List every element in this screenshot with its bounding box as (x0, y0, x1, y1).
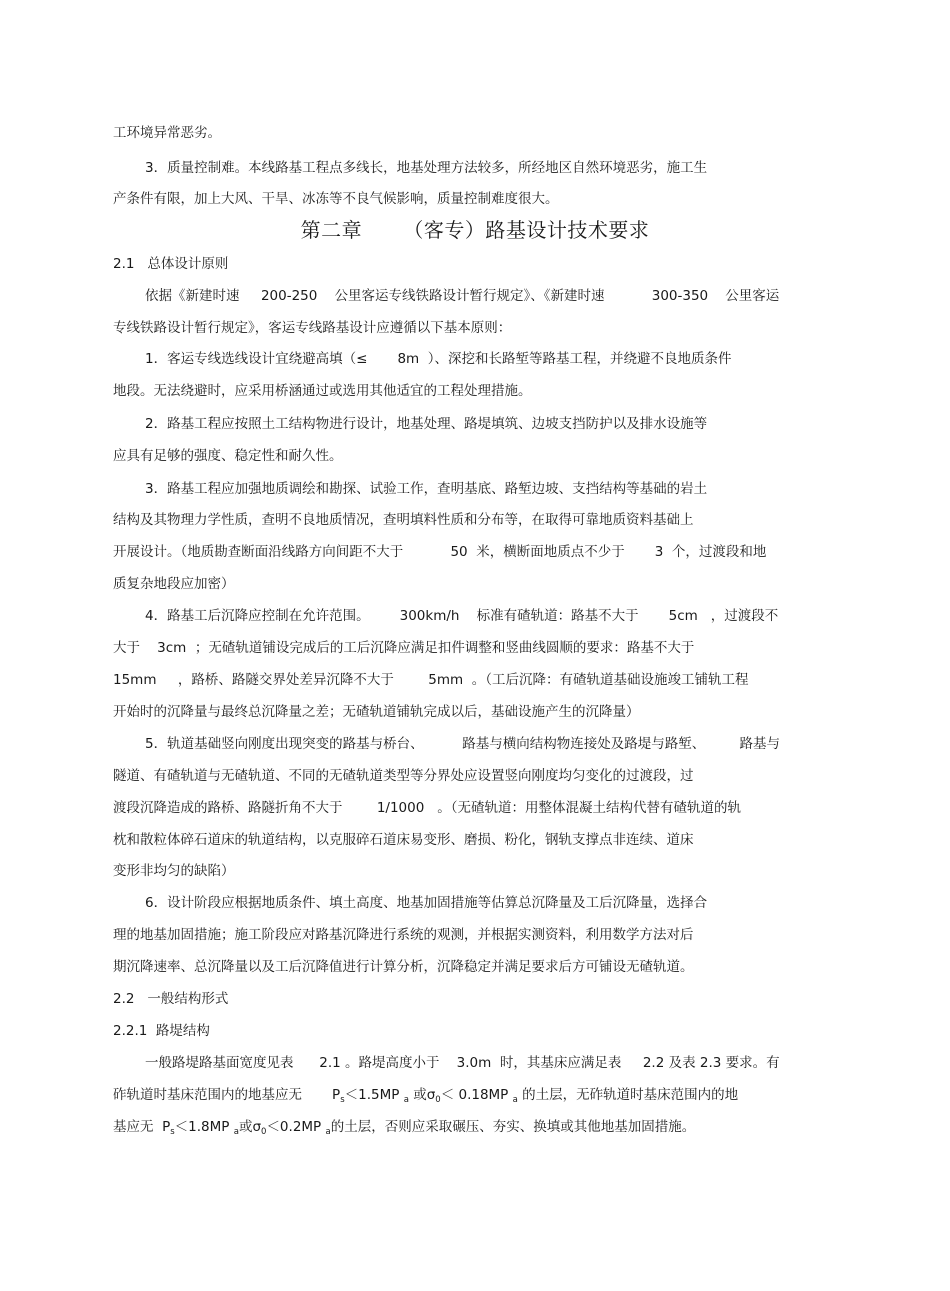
text-line-with-subscripts (113, 1117, 843, 1139)
text-line: 应具有足够的强度、稳定性和耐久性。 (113, 448, 343, 464)
text-line: 期沉降速率、总沉降量以及工后沉降值进行计算分析，沉降稳定并满足要求后方可铺设无碴轨道。 (113, 959, 694, 975)
text-line: 5．轨道基础竖向刚度出现突变的路基与桥台、 路基与横向结构物连接处及路堤与路堑、 路基与 (145, 736, 781, 752)
text-line: 产条件有限，加上大风、干旱、冰冻等不良气候影响，质量控制难度很大。 (113, 191, 559, 207)
section-heading: 2.1 总体设计原则 (113, 256, 229, 272)
text-line: 理的地基加固措施；施工阶段应对路基沉降进行系统的观测，并根据实测资料，利用数学方法对后 (113, 927, 694, 943)
text-fragment: ＜ 0.18MP (440, 1087, 513, 1103)
text-line: 1．客运专线选线设计宜绕避高填（≤ 8m ）、深挖和长路堑等路基工程，并绕避不良地质条件 (145, 351, 732, 367)
text-fragment: ＜1.8MP (174, 1119, 234, 1135)
text-line: 6．设计阶段应根据地质条件、填土高度、地基加固措施等估算总沉降量及工后沉降量，选择合 (145, 895, 708, 911)
text-fragment: 或σ (238, 1119, 262, 1135)
text-line: 专线铁路设计暂行规定》，客运专线路基设计应遵循以下基本原则： (113, 320, 512, 336)
text-line: 依据《新建时速 200-250 公里客运专线铁路设计暂行规定》、《新建时速 300-350 公里客运 (145, 288, 780, 304)
text-line: 结构及其物理力学性质，查明不良地质情况，查明填料性质和分布等，在取得可靠地质资料基础上 (113, 512, 694, 528)
subscript: s (340, 1095, 345, 1105)
text-line: 开展设计。（地质勘查断面沿线路方向间距不大于 50 米，横断面地质点不少于 3 个，过渡段和地 (113, 544, 767, 560)
text-line: 4．路基工后沉降应控制在允许范围。 300km/h 标准有碴轨道：路基不大于 5cm ，过渡段不 (145, 608, 779, 624)
text-line: 3．路基工程应加强地质调绘和勘探、试验工作，查明基底、路堑边坡、支挡结构等基础的岩土 (145, 481, 708, 497)
chapter-title: 第二章 （客专）路基设计技术要求 (300, 218, 650, 242)
text-line: 3．质量控制难。本线路基工程点多线长，地基处理方法较多，所经地区自然环境恶劣，施工生 (145, 160, 708, 176)
text-fragment: 砟轨道时基床范围内的地基应无 P (113, 1087, 341, 1103)
subsection-heading: 2.2.1 路堤结构 (113, 1023, 210, 1039)
text-fragment: 的土层，无砟轨道时基床范围内的地 (517, 1087, 739, 1103)
text-fragment: 基应无 P (113, 1119, 171, 1135)
subscript: a (403, 1095, 409, 1105)
text-line: 枕和散粒体碎石道床的轨道结构，以克服碎石道床易变形、磨损、粉化，钢轨支撑点非连续、道床 (113, 832, 694, 848)
text-line-with-subscripts (113, 1085, 843, 1107)
subscript: 0 (435, 1095, 441, 1105)
text-line: 渡段沉降造成的路桥、路隧折角不大于 1/1000 。（无碴轨道：用整体混凝土结构代替有碴轨道的轨 (113, 800, 741, 816)
text-fragment: ＜0.2MP (266, 1119, 326, 1135)
text-fragment: 或σ (408, 1087, 436, 1103)
text-fragment: ＜1.5MP (344, 1087, 404, 1103)
text-line: 开始时的沉降量与最终总沉降量之差；无碴轨道铺轨完成以后，基础设施产生的沉降量） (113, 704, 640, 720)
subscript: s (170, 1127, 175, 1137)
section-heading: 2.2 一般结构形式 (113, 991, 229, 1007)
text-line: 2．路基工程应按照土工结构物进行设计，地基处理、路堤填筑、边坡支挡防护以及排水设施等 (145, 416, 708, 432)
text-fragment: 的土层，否则应采取碾压、夯实、换填或其他地基加固措施。 (330, 1119, 696, 1135)
text-line: 质复杂地段应加密） (113, 576, 235, 592)
subscript: 0 (261, 1127, 267, 1137)
text-line: 地段。无法绕避时，应采用桥涵通过或选用其他适宜的工程处理措施。 (113, 383, 532, 399)
text-line: 工环境异常恶劣。 (113, 125, 221, 141)
text-line: 一般路堤路基面宽度见表 2.1 。路堤高度小于 3.0m 时，其基床应满足表 2.2 及表 2.3 要求。有 (145, 1055, 780, 1071)
subscript: a (512, 1095, 518, 1105)
text-line: 变形非均匀的缺陷） (113, 863, 235, 879)
subscript: a (325, 1127, 331, 1137)
text-line: 15mm ，路桥、路隧交界处差异沉降不大于 5mm 。（工后沉降：有碴轨道基础设施竣工铺轨工程 (113, 672, 749, 688)
subscript: a (233, 1127, 239, 1137)
text-line: 隧道、有碴轨道与无碴轨道、不同的无碴轨道类型等分界处应设置竖向刚度均匀变化的过渡段，过 (113, 768, 694, 784)
text-line: 大于 3cm ；无碴轨道铺设完成后的工后沉降应满足扣件调整和竖曲线圆顺的要求：路基不大于 (113, 640, 695, 656)
